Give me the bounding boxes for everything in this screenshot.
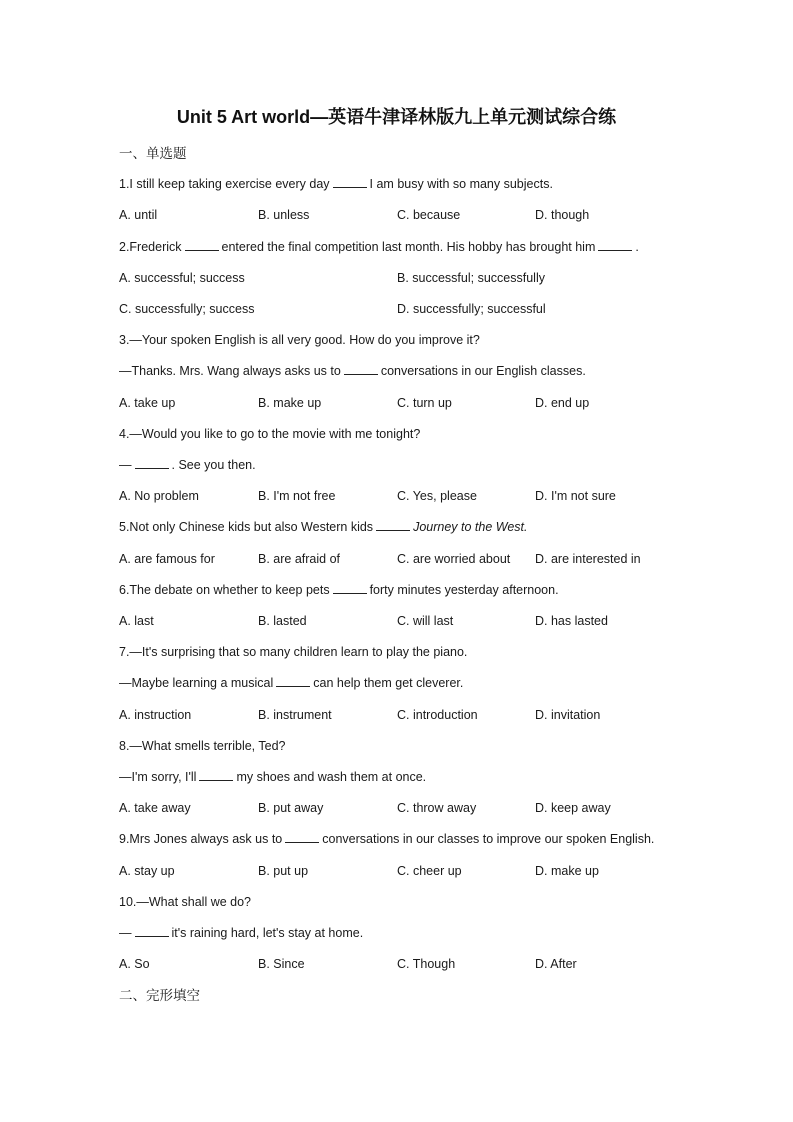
answer-blank xyxy=(333,580,367,594)
stem-text: it's raining hard, let's stay at home. xyxy=(171,926,364,940)
answer-blank xyxy=(135,455,169,469)
option-d: D. keep away xyxy=(535,801,611,815)
answer-blank xyxy=(199,767,233,781)
option-b: B. put away xyxy=(258,801,324,815)
option-a: A. So xyxy=(119,957,150,971)
option-a: A. until xyxy=(119,208,158,222)
option-b: B. are afraid of xyxy=(258,552,340,566)
option-d: D. though xyxy=(535,208,590,222)
question-7-stem: 7.—It's surprising that so many children learn to play the piano. xyxy=(119,645,468,659)
option-c: C. are worried about xyxy=(397,552,511,566)
option-a: A. last xyxy=(119,614,154,628)
option-c: C. cheer up xyxy=(397,864,462,878)
question-7-options xyxy=(119,705,679,725)
question-6-options xyxy=(119,611,679,631)
option-a: A. successful; success xyxy=(119,271,245,285)
option-d: D. end up xyxy=(535,396,590,410)
option-b: B. I'm not free xyxy=(258,489,336,503)
question-7-reply xyxy=(119,673,679,693)
option-c: C. turn up xyxy=(397,396,452,410)
option-b: B. successful; successfully xyxy=(397,271,545,285)
question-5-options xyxy=(119,549,679,569)
answer-blank xyxy=(276,673,310,687)
section-heading-single-choice: 一、单选题 xyxy=(119,146,187,161)
option-b: B. make up xyxy=(258,396,322,410)
option-a: A. instruction xyxy=(119,708,192,722)
question-3-options xyxy=(119,393,679,413)
stem-text: — xyxy=(119,926,132,940)
stem-text: my shoes and wash them at once. xyxy=(236,770,427,784)
question-2-options-row-1 xyxy=(119,268,679,288)
stem-text: . xyxy=(635,240,639,254)
question-10-stem: 10.—What shall we do? xyxy=(119,895,252,909)
stem-text: 1.I still keep taking exercise every day xyxy=(119,177,330,191)
stem-text: 2.Frederick xyxy=(119,240,182,254)
option-a: A. are famous for xyxy=(119,552,215,566)
option-b: B. lasted xyxy=(258,614,307,628)
question-3-stem: 3.—Your spoken English is all very good. How do you improve it? xyxy=(119,333,480,347)
question-10-reply xyxy=(119,923,679,943)
answer-blank xyxy=(333,174,367,188)
answer-blank xyxy=(285,829,319,843)
question-9-stem xyxy=(119,829,679,849)
question-8-reply xyxy=(119,767,679,787)
option-c: C. Yes, please xyxy=(397,489,477,503)
option-d: D. make up xyxy=(535,864,599,878)
stem-text: —Thanks. Mrs. Wang always asks us to xyxy=(119,364,341,378)
stem-text: 5.Not only Chinese kids but also Western kids xyxy=(119,520,374,534)
answer-blank xyxy=(344,361,378,375)
option-a: A. No problem xyxy=(119,489,199,503)
book-title-text: Journey to the West. xyxy=(413,520,528,534)
option-b: B. Since xyxy=(258,957,305,971)
question-2-options-row-2 xyxy=(119,299,679,319)
stem-text: I am busy with so many subjects. xyxy=(369,177,553,191)
stem-text: conversations in our classes to improve our spoken English. xyxy=(322,832,655,846)
stem-text: conversations in our English classes. xyxy=(380,364,586,378)
option-a: A. take up xyxy=(119,396,176,410)
option-d: D. invitation xyxy=(535,708,601,722)
option-a: A. stay up xyxy=(119,864,175,878)
question-4-reply xyxy=(119,455,679,475)
section-heading-cloze: 二、完形填空 xyxy=(119,988,200,1003)
stem-text: 9.Mrs Jones always ask us to xyxy=(119,832,283,846)
question-10-options xyxy=(119,954,679,974)
question-8-stem: 8.—What smells terrible, Ted? xyxy=(119,739,286,753)
question-2-stem xyxy=(119,237,679,257)
option-b: B. put up xyxy=(258,864,309,878)
option-d: D. successfully; successful xyxy=(397,302,546,316)
stem-text: 6.The debate on whether to keep pets xyxy=(119,583,330,597)
document-title: Unit 5 Art world—英语牛津译林版九上单元测试综合练 xyxy=(176,107,617,127)
option-a: A. take away xyxy=(119,801,191,815)
stem-text: —Maybe learning a musical xyxy=(119,676,274,690)
stem-text: . See you then. xyxy=(171,458,256,472)
option-b: B. instrument xyxy=(258,708,332,722)
question-4-options xyxy=(119,486,679,506)
option-c: C. Though xyxy=(397,957,456,971)
question-1-options xyxy=(119,205,679,225)
stem-text: entered the final competition last month. His hobby has brought him xyxy=(221,240,596,254)
stem-text: can help them get cleverer. xyxy=(313,676,464,690)
question-3-reply xyxy=(119,361,679,381)
option-d: D. has lasted xyxy=(535,614,608,628)
question-9-options xyxy=(119,861,679,881)
question-1-stem xyxy=(119,174,679,194)
option-c: C. will last xyxy=(397,614,454,628)
question-4-stem: 4.—Would you like to go to the movie with me tonight? xyxy=(119,427,421,441)
answer-blank xyxy=(598,237,632,251)
option-c: C. introduction xyxy=(397,708,478,722)
stem-text: forty minutes yesterday afternoon. xyxy=(369,583,559,597)
option-c: C. throw away xyxy=(397,801,477,815)
question-5-stem xyxy=(119,517,679,537)
answer-blank xyxy=(185,237,219,251)
answer-blank xyxy=(376,517,410,531)
stem-text: —I'm sorry, I'll xyxy=(119,770,197,784)
option-d: D. I'm not sure xyxy=(535,489,616,503)
stem-text: — xyxy=(119,458,132,472)
option-c: C. because xyxy=(397,208,461,222)
question-6-stem xyxy=(119,580,679,600)
option-b: B. unless xyxy=(258,208,310,222)
option-d: D. are interested in xyxy=(535,552,641,566)
answer-blank xyxy=(135,923,169,937)
option-c: C. successfully; success xyxy=(119,302,255,316)
question-8-options xyxy=(119,798,679,818)
option-d: D. After xyxy=(535,957,577,971)
